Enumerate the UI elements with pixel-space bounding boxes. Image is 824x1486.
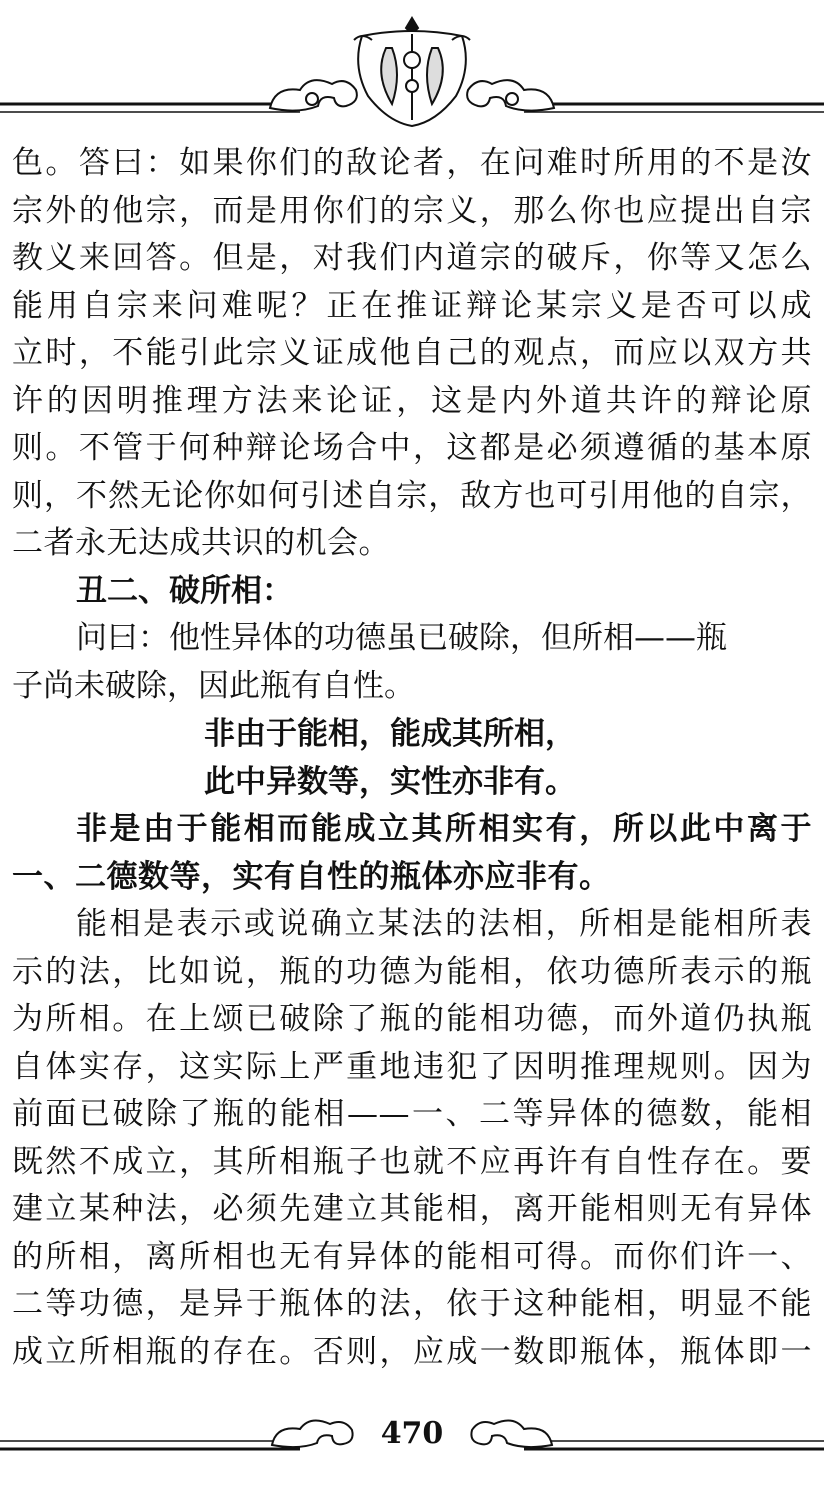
- text-line: 则。不管于何种辩论场合中，这都是必须遵循的基本原: [12, 430, 812, 466]
- section-heading: 丑二、破所相：: [76, 572, 293, 609]
- paragraph-argument: [12, 140, 812, 568]
- verse-block: [12, 710, 812, 806]
- text-line: 色。答曰：如果你们的敌论者，在问难时所用的不是汝: [12, 145, 812, 181]
- commentary-block: [12, 806, 812, 901]
- text-line: 成立所相瓶的存在。否则，应成一数即瓶体，瓶体即一: [12, 1333, 812, 1370]
- text-line: 二等功德，是异于瓶体的法，依于这种能相，明显不能: [12, 1286, 812, 1322]
- text-line: 二者永无达成共识的机会。: [12, 525, 390, 561]
- cloud-scroll-left-icon: [270, 80, 357, 110]
- text-line: 为所相。在上颂已破除了瓶的能相功德，而外道仍执瓶: [12, 1001, 812, 1037]
- text-line: 则，不然无论你如何引述自宗，敌方也可引用他的自宗，: [12, 477, 812, 514]
- text-line: 示的法，比如说，瓶的功德为能相，依功德所表示的瓶: [12, 953, 812, 990]
- page-body: [12, 140, 812, 1376]
- text-line: 子尚未破除，因此瓶有自性。: [12, 667, 415, 704]
- question-block: [12, 615, 812, 710]
- verse-line: 非由于能相，能成其所相，: [204, 716, 576, 752]
- text-line: 能相是表示或说确立某法的法相，所相是能相所表: [76, 906, 812, 942]
- cloud-scroll-right-icon: [467, 80, 554, 110]
- text-line: 宗外的他宗，而是用你们的宗义，那么你也应提出自宗: [12, 192, 812, 229]
- text-line: 非是由于能相而能成立其所相实有，所以此中离于: [76, 811, 812, 847]
- text-line: 自体实存，这实际上严重地违犯了因明推理规则。因为: [12, 1048, 812, 1085]
- text-line: 教义来回答。但是，对我们内道宗的破斥，你等又怎么: [12, 240, 812, 276]
- text-line: 问曰：他性异体的功德虽已破除，但所相——瓶: [76, 620, 727, 656]
- text-line: 的所相，离所相也无有异体的能相可得。而你们许一、: [12, 1238, 812, 1275]
- text-line: 一、二德数等，实有自性的瓶体亦应非有。: [12, 858, 611, 895]
- vajra-fish-emblem-icon: [354, 18, 470, 126]
- text-line: 立时，不能引此宗义证成他自己的观点，而应以双方共: [12, 335, 812, 371]
- page-number: 470: [380, 1416, 444, 1451]
- paragraph-explanation: [12, 901, 812, 1376]
- text-line: 建立某种法，必须先建立其能相，离开能相则无有异体: [12, 1191, 812, 1227]
- text-line: 能用自宗来问难呢？正在推证辩论某宗义是否可以成: [12, 287, 812, 324]
- text-line: 前面已破除了瓶的能相——一、二等异体的德数，能相: [12, 1096, 812, 1132]
- text-line: 既然不成立，其所相瓶子也就不应再许有自性存在。要: [12, 1143, 812, 1180]
- text-line: 许的因明推理方法来论证，这是内外道共许的辩论原: [12, 382, 812, 419]
- header-ornament: [0, 0, 824, 130]
- verse-line: 此中异数等，实性亦非有。: [204, 764, 576, 800]
